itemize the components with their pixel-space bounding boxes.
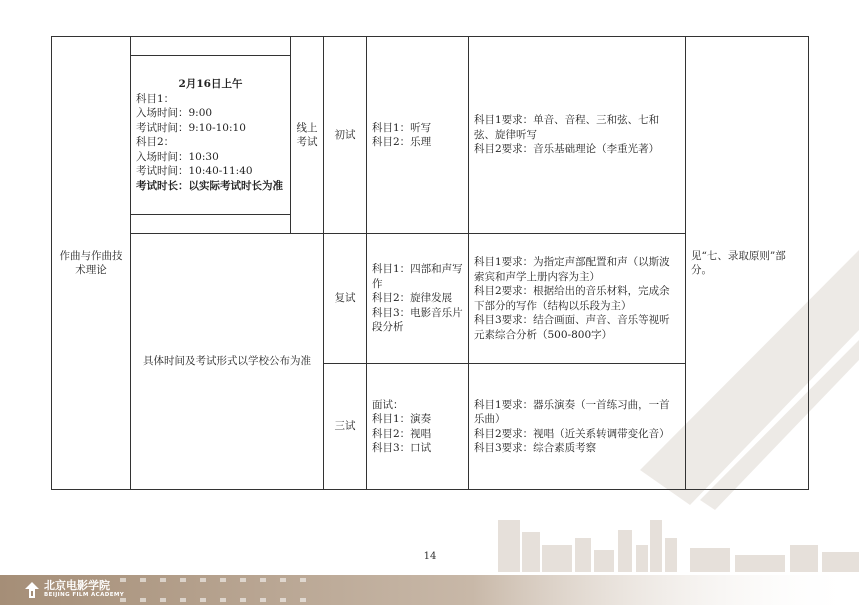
time-line: 科目2： bbox=[136, 136, 175, 148]
requirement-item: 科目1要求：单音、音程、三和弦、七和弦、旋律听写 bbox=[474, 114, 660, 141]
subject-item: 科目1：演奏 bbox=[372, 413, 432, 425]
major-cell bbox=[52, 37, 131, 490]
admission-exam-table bbox=[51, 36, 809, 490]
subjects-cell-first bbox=[367, 37, 469, 234]
requirement-item: 科目2要求：视唱（近关系转调带变化音） bbox=[474, 427, 670, 440]
admission-note: 见“七、录取原则”部分。 bbox=[691, 249, 786, 276]
exam-form-cell bbox=[291, 37, 324, 234]
requirement-item: 科目2要求：音乐基础理论（李重光著） bbox=[474, 143, 660, 156]
subject-item: 科目3：电影音乐片段分析 bbox=[372, 306, 463, 334]
page-number: 14 bbox=[423, 551, 437, 562]
round-label: 复试 bbox=[334, 292, 356, 305]
time-line: 科目1： bbox=[136, 92, 175, 105]
logo-chinese-name: 北京电影学院 bbox=[44, 579, 110, 592]
subjects-cell-third bbox=[367, 364, 469, 490]
time-detail-box bbox=[130, 55, 291, 215]
time-other-note: 具体时间及考试形式以学校公布为准 bbox=[143, 355, 311, 368]
requirements-cell-first bbox=[469, 37, 686, 234]
time-line: 考试时间：10:40-11:40 bbox=[136, 165, 253, 177]
subject-item: 面试： bbox=[372, 398, 404, 411]
requirement-item: 科目1要求：为指定声部配置和声（以斯波索宾和声学上册内容为主） bbox=[474, 256, 670, 283]
subject-item: 科目2：旋律发展 bbox=[372, 292, 453, 305]
requirements-cell-third bbox=[469, 364, 686, 490]
exam-date: 2月16日上午 bbox=[178, 78, 243, 90]
subject-item: 科目2：视唱 bbox=[372, 427, 432, 440]
duration-note: 考试时长：以实际考试时长为准 bbox=[136, 179, 283, 192]
major-name: 作曲与作曲技术理论 bbox=[59, 249, 123, 276]
admission-cell bbox=[686, 37, 809, 490]
requirements-cell-second bbox=[469, 234, 686, 364]
skyline-decoration bbox=[498, 520, 859, 572]
requirement-item: 科目3要求：结合画面、声音、音乐等视听元素综合分析（500-800字） bbox=[474, 314, 670, 341]
subject-item: 科目1：听写 bbox=[372, 121, 432, 134]
round-label: 初试 bbox=[334, 128, 356, 141]
academy-logo bbox=[24, 580, 124, 599]
subject-item: 科目1：四部和声写作 bbox=[372, 263, 463, 290]
time-cell-other bbox=[131, 234, 324, 490]
time-line: 入场时间：10:30 bbox=[136, 150, 219, 163]
logo-english-name: BEIJING FILM ACADEMY bbox=[44, 592, 125, 598]
subjects-cell-second bbox=[367, 234, 469, 364]
time-cell-first bbox=[131, 37, 291, 234]
time-line: 入场时间：9:00 bbox=[136, 107, 213, 119]
round-label: 三试 bbox=[334, 420, 356, 433]
requirement-item: 科目3要求：综合素质考察 bbox=[474, 442, 597, 454]
round-cell-third bbox=[324, 364, 367, 490]
requirement-item: 科目2要求：根据给出的音乐材料，完成余下部分的写作（结构以乐段为主） bbox=[474, 285, 670, 312]
time-line: 考试时间：9:10-10:10 bbox=[136, 121, 246, 134]
subject-item: 科目3：口试 bbox=[372, 442, 432, 454]
round-cell-first bbox=[324, 37, 367, 234]
round-cell-second bbox=[324, 234, 367, 364]
exam-form: 线上考试 bbox=[296, 121, 318, 148]
subject-item: 科目2：乐理 bbox=[372, 136, 432, 148]
requirement-item: 科目1要求：器乐演奏（一首练习曲，一首乐曲） bbox=[474, 398, 670, 425]
bfa-logo-icon bbox=[24, 581, 40, 599]
footer-band bbox=[0, 572, 859, 608]
